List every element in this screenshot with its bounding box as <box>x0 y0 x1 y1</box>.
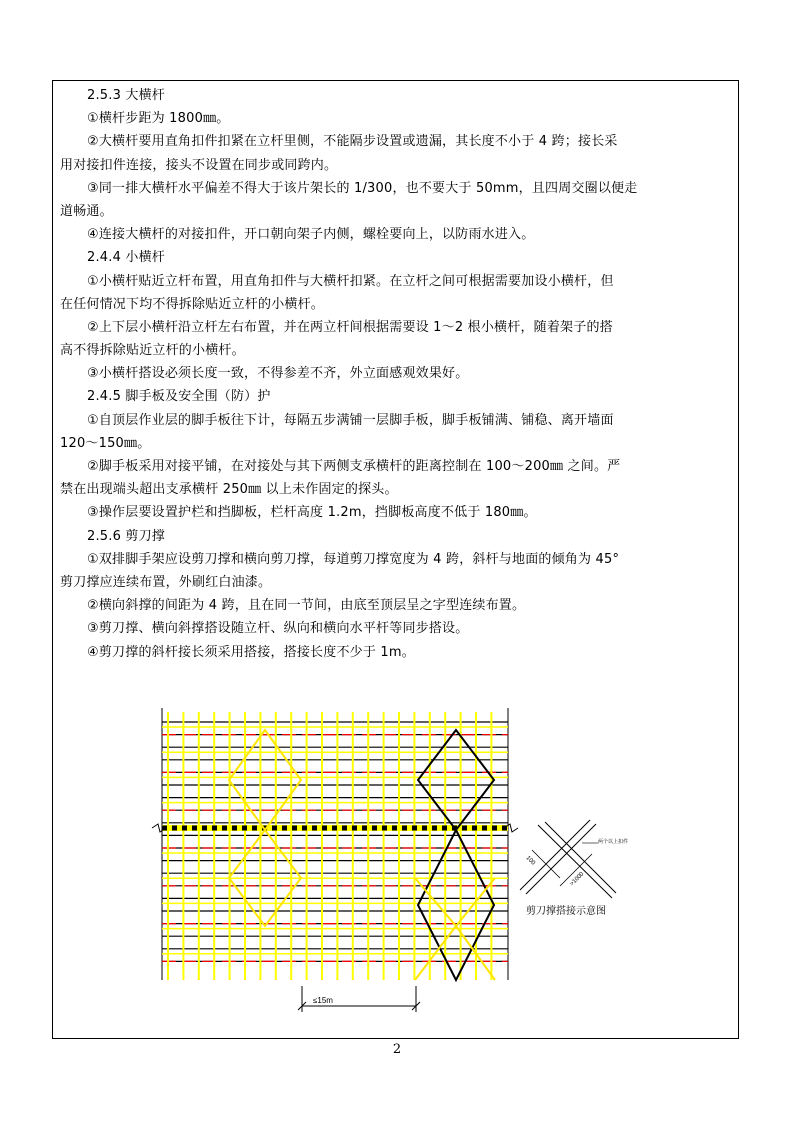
detail-tube <box>545 822 616 893</box>
scissor-braces <box>229 730 495 980</box>
dimension-label: ≤15m <box>313 996 333 1005</box>
page-number: 2 <box>392 1042 402 1057</box>
text-line: 120～150㎜。 <box>60 435 151 451</box>
text-line: ④剪刀撑的斜杆接长须采用搭接，搭接长度不少于 1m。 <box>87 644 415 660</box>
text-line: 2.4.4 小横杆 <box>87 250 166 266</box>
text-line: ③操作层要设置护栏和挡脚板，栏杆高度 1.2m，挡脚板高度不低于 180㎜。 <box>87 505 537 521</box>
text-line: 2.5.3 大横杆 <box>87 88 166 103</box>
text-line: ③剪刀撑、横向斜撑搭设随立杆、纵向和横向水平杆等同步搭设。 <box>87 621 469 637</box>
splice-detail <box>520 820 616 898</box>
text-line: 在任何情况下均不得拆除贴近立杆的小横杆。 <box>60 296 325 312</box>
text-line: 高不得拆除贴近立杆的小横杆。 <box>60 343 245 359</box>
detail-tube <box>526 824 596 894</box>
text-line: ②大横杆要用直角扣件扣紧在立杆里侧，不能隔步设置或遗漏，其长度不小于 4 跨；接长采 <box>87 134 618 150</box>
text-line: ④连接大横杆的对接扣件，开口朝向架子内侧，螺栓要向上，以防雨水进入。 <box>87 227 535 243</box>
text-line: ③同一排大横杆水平偏差不得大于该片架长的 1/300，也不要大于 50mm，且四周交圈以便走 <box>87 180 638 196</box>
text-line: 用对接扣件连接，接头不设置在同步或同跨内。 <box>60 157 338 173</box>
detail-caption: 剪刀撑搭接示意图 <box>526 906 606 917</box>
text-line: 2.5.6 剪刀撑 <box>87 528 166 544</box>
text-line: ②横向斜撑的间距为 4 跨，且在同一节间，由底至顶层呈之字型连续布置。 <box>87 598 526 614</box>
text-line: 道畅通。 <box>60 203 113 219</box>
text-line: ①横杆步距为 1800㎜。 <box>87 111 230 127</box>
detail-note: 两个以上扣件 <box>598 839 629 845</box>
text-line: ②上下层小横杆沿立杆左右布置，并在两立杆间根据需要设 1～2 根小横杆，随着架子的搭 <box>87 319 613 335</box>
text-line: 2.4.5 脚手板及安全围（防）护 <box>87 389 271 405</box>
text-line: ②脚手板采用对接平铺，在对接处与其下两侧支承横杆的距离控制在 100～200㎜ 之间。严 <box>87 459 621 474</box>
text-line: ③小横杆搭设必须长度一致，不得参差不齐，外立面感观效果好。 <box>87 366 469 382</box>
document-body <box>60 84 732 664</box>
text-line: 剪刀撑应连续布置，外刷红白油漆。 <box>60 574 272 590</box>
text-line: ①双排脚手架应设剪刀撑和横向剪刀撑，每道剪刀撑宽度为 4 跨，斜杆与地面的倾角为 45° <box>87 551 620 567</box>
text-line: ①自顶层作业层的脚手板往下计，每隔五步满铺一层脚手板，脚手板铺满、铺稳、离开墙面 <box>87 412 614 428</box>
detail-dim-b: >1000 <box>569 871 586 888</box>
detail-dim-a: 100 <box>524 855 536 867</box>
text-line: 禁在出现端头超出支承横杆 250㎜ 以上未作固定的探头。 <box>60 482 398 498</box>
text-line: ①小横杆贴近立杆布置，用直角扣件与大横杆扣紧。在立杆之间可根据需要加设小横杆，但 <box>87 273 614 289</box>
scissor-brace-figure <box>140 700 660 1030</box>
